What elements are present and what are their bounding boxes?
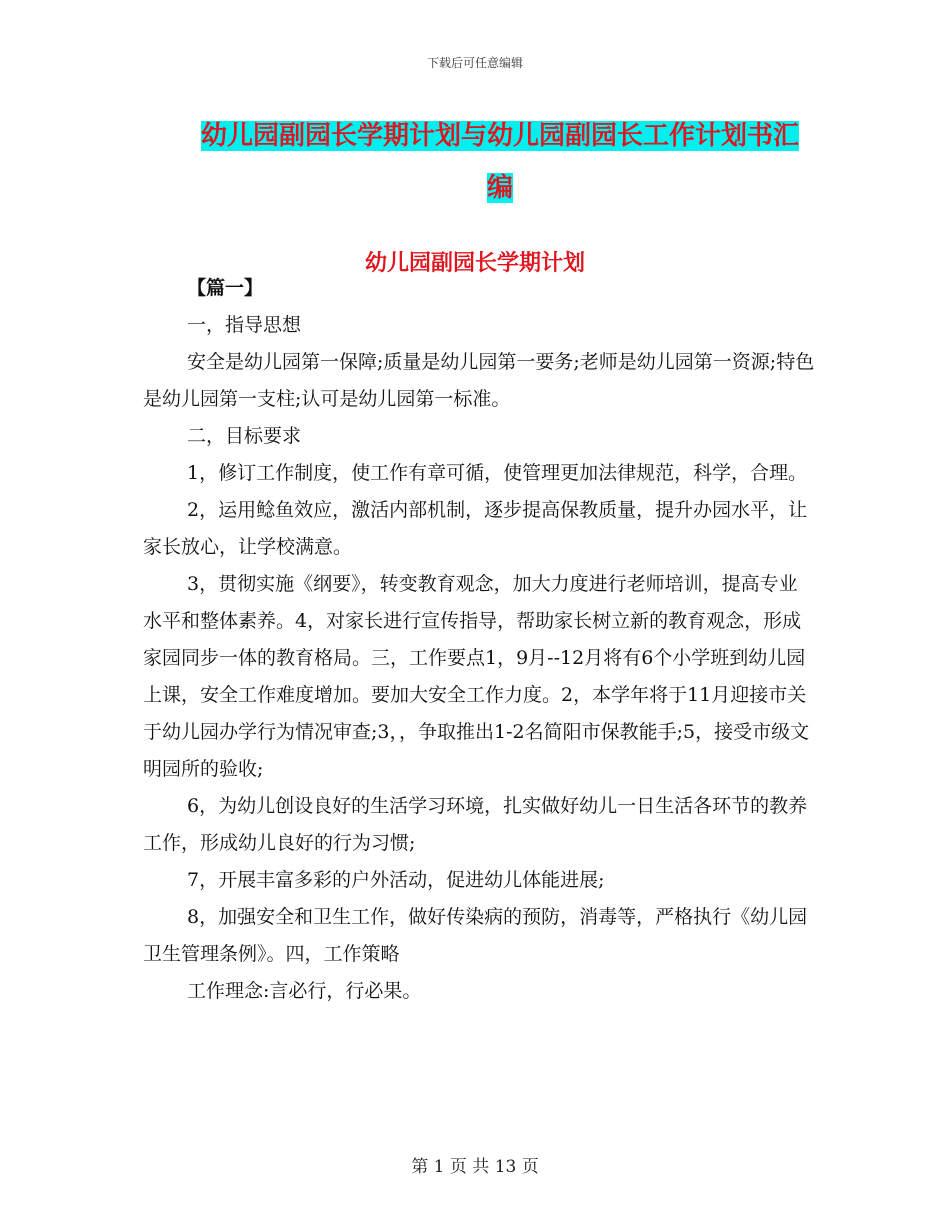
page-header-note: 下载后可任意编辑 xyxy=(426,56,523,70)
paragraph: 6，为幼儿创设良好的生活学习环境，扎实做好幼儿一日生活各环节的教养工作，形成幼儿良好的行为习惯; xyxy=(143,795,808,854)
paragraph: 2，运用鲶鱼效应，激活内部机制，逐步提高保教质量，提升办园水平，让家长放心，让学校满意。 xyxy=(143,499,808,558)
paragraph: 7，开展丰富多彩的户外活动，促进幼儿体能进展; xyxy=(187,869,605,891)
page-number: 第 1 页 共 13 页 xyxy=(411,1157,539,1177)
document-title-line-1: 幼儿园副园长学期计划与幼儿园副园长工作计划书汇 xyxy=(200,121,799,151)
paragraph: 1，修订工作制度，使工作有章可循，使管理更加法律规范，科学，合理。 xyxy=(187,462,808,484)
document-title xyxy=(190,110,810,214)
heading-guiding-ideology: 一，指导思想 xyxy=(187,314,302,336)
chapter-label: 【篇一】 xyxy=(187,277,264,299)
document-body xyxy=(143,270,815,1010)
section-title: 幼儿园副园长学期计划 xyxy=(364,251,585,276)
paragraph: 3，贯彻实施《纲要》，转变教育观念，加大力度进行老师培训，提高专业水平和整体素养。4，对家长进行宣传指导，帮助家长树立新的教育观念，形成家园同步一体的教育格局。三，工作要点1，9月--12月将有6个小学班到幼儿园上课，安全工作难度增加。要加大安全工作力度。2，本学年将于11月迎接市关于幼儿园办学行为情况审查;3，，争取推出1-2名简阳市保教能手;5，接受市级文明园所的验收; xyxy=(143,573,810,780)
paragraph: 安全是幼儿园第一保障;质量是幼儿园第一要务;老师是幼儿园第一资源;特色是幼儿园第一支柱;认可是幼儿园第一标准。 xyxy=(143,351,815,410)
paragraph: 工作理念:言必行，行必果。 xyxy=(187,980,422,1002)
heading-goals: 二，目标要求 xyxy=(187,425,302,447)
paragraph: 8，加强安全和卫生工作，做好传染病的预防，消毒等，严格执行《幼儿园卫生管理条例》。四，工作策略 xyxy=(143,906,808,965)
document-title-line-2: 编 xyxy=(486,173,513,203)
